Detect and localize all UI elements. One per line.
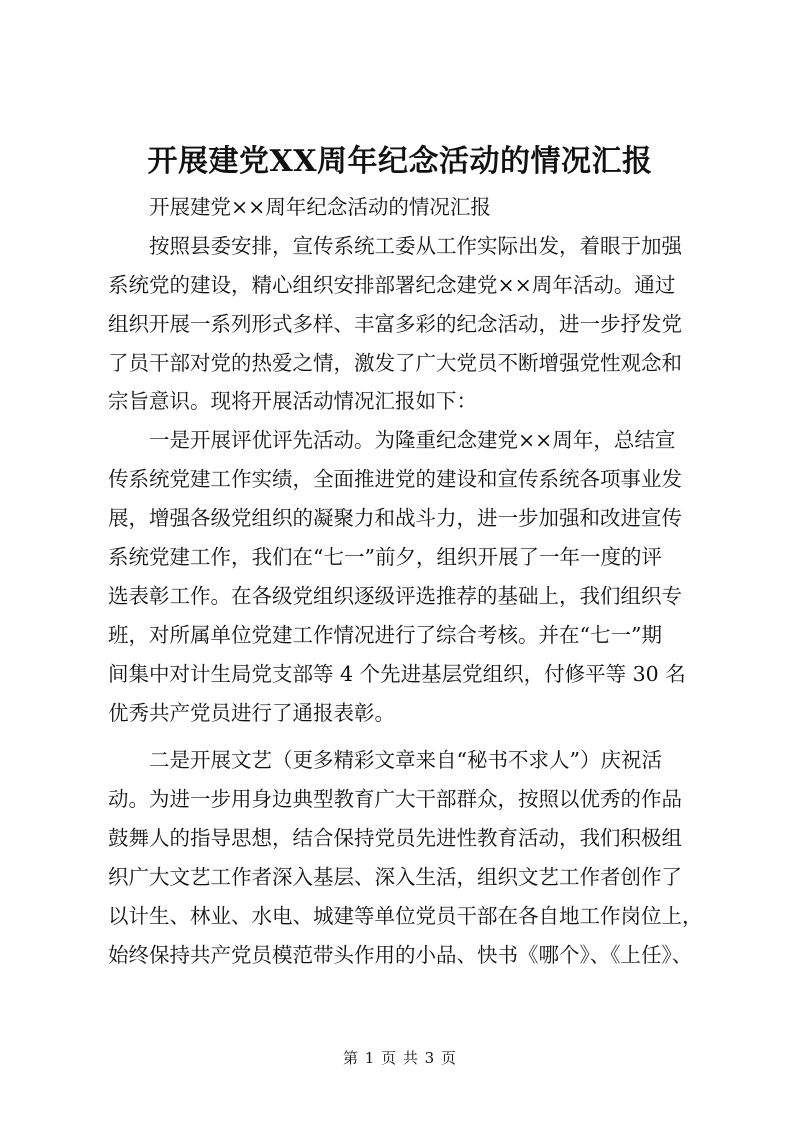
body-line: 鼓舞人的指导思想，结合保持党员先进性教育活动，我们积极组 (108, 826, 682, 851)
body-line: 一是开展评优评先活动。为隆重纪念建党××周年，总结宣 (149, 428, 676, 453)
body-line: 织广大文艺工作者深入基层、深入生活，组织文艺工作者创作了 (108, 865, 682, 890)
body-line: 优秀共产党员进行了通报表彰。 (108, 700, 395, 725)
body-line: 以计生、林业、水电、城建等单位党员干部在各自地工作岗位上， (108, 904, 703, 929)
document-title: 开展建党XX周年纪念活动的情况汇报 (147, 144, 653, 179)
body-line: 系统党建工作，我们在“七一”前夕，组织开展了一年一度的评 (108, 545, 662, 570)
body-line: 选表彰工作。在各级党组织逐级评选推荐的基础上，我们组织专 (108, 583, 682, 608)
body-line: 动。为进一步用身边典型教育广大干部群众，按照以优秀的作品 (108, 787, 682, 812)
body-line: 始终保持共产党员模范带头作用的小品、快书《哪个》、《上任》、 (108, 942, 693, 967)
body-line: 系统党的建设，精心组织安排部署纪念建党××周年活动。通过 (108, 272, 676, 297)
body-line: 按照县委安排，宣传系统工委从工作实际出发，着眼于加强 (149, 233, 682, 258)
document-body (108, 188, 708, 975)
body-line: 了员干部对党的热爱之情，激发了广大党员不断增强党性观念和 (108, 350, 682, 375)
body-line: 展，增强各级党组织的凝聚力和战斗力，进一步加强和改进宣传 (108, 506, 682, 531)
page-footer: 第 1 页 共 3 页 (343, 1049, 457, 1067)
body-line: 宗旨意识。现将开展活动情况汇报如下： (108, 389, 477, 414)
body-line: 传系统党建工作实绩，全面推进党的建设和宣传系统各项事业发 (108, 467, 682, 492)
body-line: 班，对所属单位党建工作情况进行了综合考核。并在“七一”期 (108, 622, 662, 647)
body-line: 间集中对计生局党支部等 4 个先进基层党组织，付修平等 30 名 (108, 661, 686, 686)
body-line-subtitle: 开展建党××周年纪念活动的情况汇报 (149, 195, 491, 219)
body-line: 组织开展一系列形式多样、丰富多彩的纪念活动，进一步抒发党 (108, 311, 682, 336)
paragraph-gap (108, 732, 708, 741)
body-line: 二是开展文艺（更多精彩文章来自“秘书不求人”）庆祝活 (149, 748, 662, 773)
